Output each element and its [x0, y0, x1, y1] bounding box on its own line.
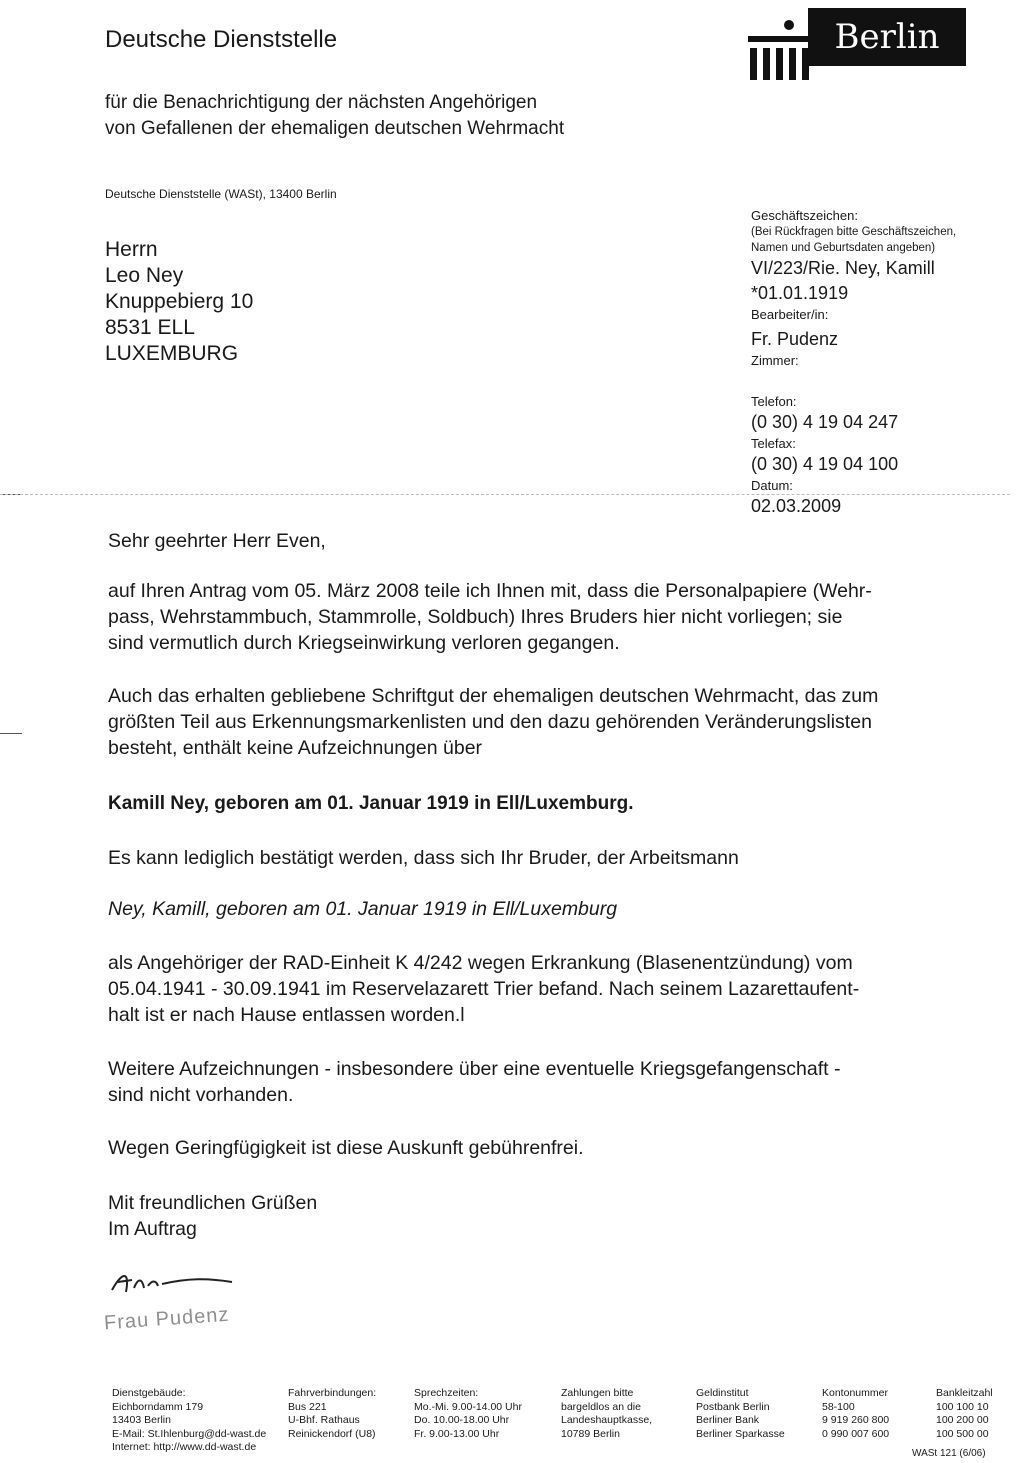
text-line: sind nicht vorhanden.: [108, 1084, 294, 1106]
footer-text: Bankleitzahl: [936, 1387, 993, 1399]
footer-text: Landeshauptkasse,: [561, 1414, 653, 1426]
footer-text: Fr. 9.00-13.00 Uhr: [414, 1427, 500, 1440]
geschaeftszeichen-value: *01.01.1919: [751, 283, 849, 303]
text-line: auf Ihren Antrag vom 05. März 2008 teile ich Ihnen mit, dass die Personalpapiere (Wehr-: [108, 580, 872, 602]
telefon-label: Telefon:: [751, 394, 797, 409]
footer-text: Fahrverbindungen:: [288, 1387, 377, 1399]
punch-mark: [0, 733, 22, 734]
closing-line: Im Auftrag: [108, 1218, 197, 1240]
text-line: Auch das erhalten gebliebene Schriftgut der ehemaligen deutschen Wehrmacht, das zum: [108, 685, 879, 707]
text-line: pass, Wehrstammbuch, Stammrolle, Soldbuch) Ihres Bruders hier nicht vorliegen; sie: [108, 606, 843, 628]
footer-text: Sprechzeiten:: [414, 1387, 479, 1399]
text-line: als Angehöriger der RAD-Einheit K 4/242 wegen Erkrankung (Blasenentzündung) vom: [108, 952, 853, 974]
footer-text: Mo.-Mi. 9.00-14.00 Uhr: [414, 1400, 522, 1413]
text-line: besteht, enthält keine Aufzeichnungen über: [108, 737, 483, 759]
footer-text: bargeldlos an die: [561, 1400, 641, 1413]
footer-text: 100 500 00: [936, 1427, 989, 1440]
address-line: LUXEMBURG: [105, 342, 239, 365]
zimmer-label: Zimmer:: [751, 353, 799, 368]
geschaeftszeichen-value: VI/223/Rie. Ney, Kamill: [751, 258, 935, 278]
footer-text: 100 200 00: [936, 1414, 989, 1426]
footer-text: Internet: http://www.dd-wast.de: [112, 1441, 257, 1453]
footer-text: 13403 Berlin: [112, 1414, 171, 1426]
paragraph-2: [108, 683, 878, 761]
footer-text: 10789 Berlin: [561, 1427, 620, 1440]
italic-subject-line: Ney, Kamill, geboren am 01. Januar 1919 in Ell/Luxemburg: [108, 898, 618, 920]
address-line: Leo Ney: [105, 264, 184, 287]
subtitle-line: für die Benachrichtigung der nächsten Angehörigen: [105, 92, 538, 113]
recipient-address: [105, 237, 253, 367]
form-code: WASt 121 (6/06): [912, 1448, 986, 1459]
footer-col-bankleitzahl: [936, 1387, 993, 1441]
text-line: sind vermutlich durch Kriegseinwirkung verloren gegangen.: [108, 632, 620, 654]
address-line: Herrn: [105, 238, 158, 261]
berlin-logo: [748, 8, 968, 80]
letterhead-subtitle: [105, 90, 564, 142]
footer-text: Kontonummer: [822, 1387, 888, 1399]
reference-hint: (Bei Rückfragen bitte Geschäftszeichen,: [751, 226, 957, 238]
footer-col-geldinstitut: [696, 1387, 785, 1441]
footer-col-kontonummer: [822, 1387, 889, 1441]
paragraph-3: Es kann lediglich bestätigt werden, dass sich Ihr Bruder, der Arbeitsmann: [108, 847, 739, 869]
footer-text: Zahlungen bitte: [561, 1387, 634, 1399]
footer-text: Berliner Bank: [696, 1414, 760, 1426]
footer-text: 100 100 10: [936, 1400, 989, 1413]
address-line: Knuppebierg 10: [105, 290, 254, 313]
paragraph-6: Wegen Geringfügigkeit ist diese Auskunft gebührenfrei.: [108, 1137, 584, 1159]
geschaeftszeichen-label: Geschäftszeichen:: [751, 208, 858, 223]
footer-text: Postbank Berlin: [696, 1400, 770, 1413]
footer-text: Reinickendorf (U8): [288, 1427, 376, 1440]
footer-col-fahrverbindungen: [288, 1387, 376, 1441]
reference-block: [751, 207, 1011, 519]
closing-line: Mit freundlichen Grüßen: [108, 1192, 318, 1214]
footer-col-zahlungen: [561, 1387, 652, 1441]
closing: [108, 1190, 317, 1242]
divider: [0, 494, 1010, 495]
paragraph-4: [108, 950, 859, 1028]
footer-text: Geldinstitut: [696, 1387, 749, 1399]
logo-text: Berlin: [808, 8, 966, 66]
footer-text: Dienstgebäude:: [112, 1387, 186, 1399]
bold-subject-line: Kamill Ney, geboren am 01. Januar 1919 in Ell/Luxemburg.: [108, 793, 634, 814]
telefax-value: (0 30) 4 19 04 100: [751, 454, 899, 474]
text-line: halt ist er nach Hause entlassen worden.l: [108, 1004, 465, 1026]
datum-label: Datum:: [751, 478, 793, 493]
telefon-value: (0 30) 4 19 04 247: [751, 412, 899, 432]
footer-text: Do. 10.00-18.00 Uhr: [414, 1414, 510, 1426]
footer-text: 9 919 260 800: [822, 1414, 890, 1426]
subtitle-line: von Gefallenen der ehemaligen deutschen Wehrmacht: [105, 118, 565, 139]
bearbeiter-label: Bearbeiter/in:: [751, 307, 829, 322]
footer-col-dienstgebaeude: [112, 1387, 266, 1455]
signature: [108, 1262, 248, 1302]
paragraph-5: [108, 1056, 840, 1108]
paragraph-1: [108, 578, 872, 656]
telefax-label: Telefax:: [751, 436, 796, 451]
footer-col-sprechzeiten: [414, 1387, 522, 1441]
sender-line: Deutsche Dienststelle (WASt), 13400 Berlin: [105, 187, 337, 201]
datum-value: 02.03.2009: [751, 496, 842, 516]
letterhead-title: Deutsche Dienststelle: [105, 26, 338, 53]
footer-text: U-Bhf. Rathaus: [288, 1414, 360, 1426]
reference-hint: Namen und Geburtsdaten angeben): [751, 242, 936, 254]
footer-text: 58-100: [822, 1400, 855, 1413]
text-line: größten Teil aus Erkennungsmarkenlisten und den dazu gehörenden Veränderungslisten: [108, 711, 872, 733]
text-line: Weitere Aufzeichnungen - insbesondere über eine eventuelle Kriegsgefangenschaft -: [108, 1058, 841, 1080]
address-line: 8531 ELL: [105, 316, 195, 339]
footer-text: 0 990 007 600: [822, 1427, 890, 1440]
footer-text: Eichborndamm 179: [112, 1400, 204, 1413]
text-line: 05.04.1941 - 30.09.1941 im Reservelazarett Trier befand. Nach seinem Lazarettaufent-: [108, 978, 860, 1000]
name-stamp: Frau Pudenz: [103, 1303, 231, 1335]
footer-text: Berliner Sparkasse: [696, 1427, 785, 1440]
footer-text: E-Mail: St.Ihlenburg@dd-wast.de: [112, 1427, 267, 1440]
footer-text: Bus 221: [288, 1400, 327, 1413]
salutation: Sehr geehrter Herr Even,: [108, 530, 326, 552]
bearbeiter-value: Fr. Pudenz: [751, 329, 839, 349]
